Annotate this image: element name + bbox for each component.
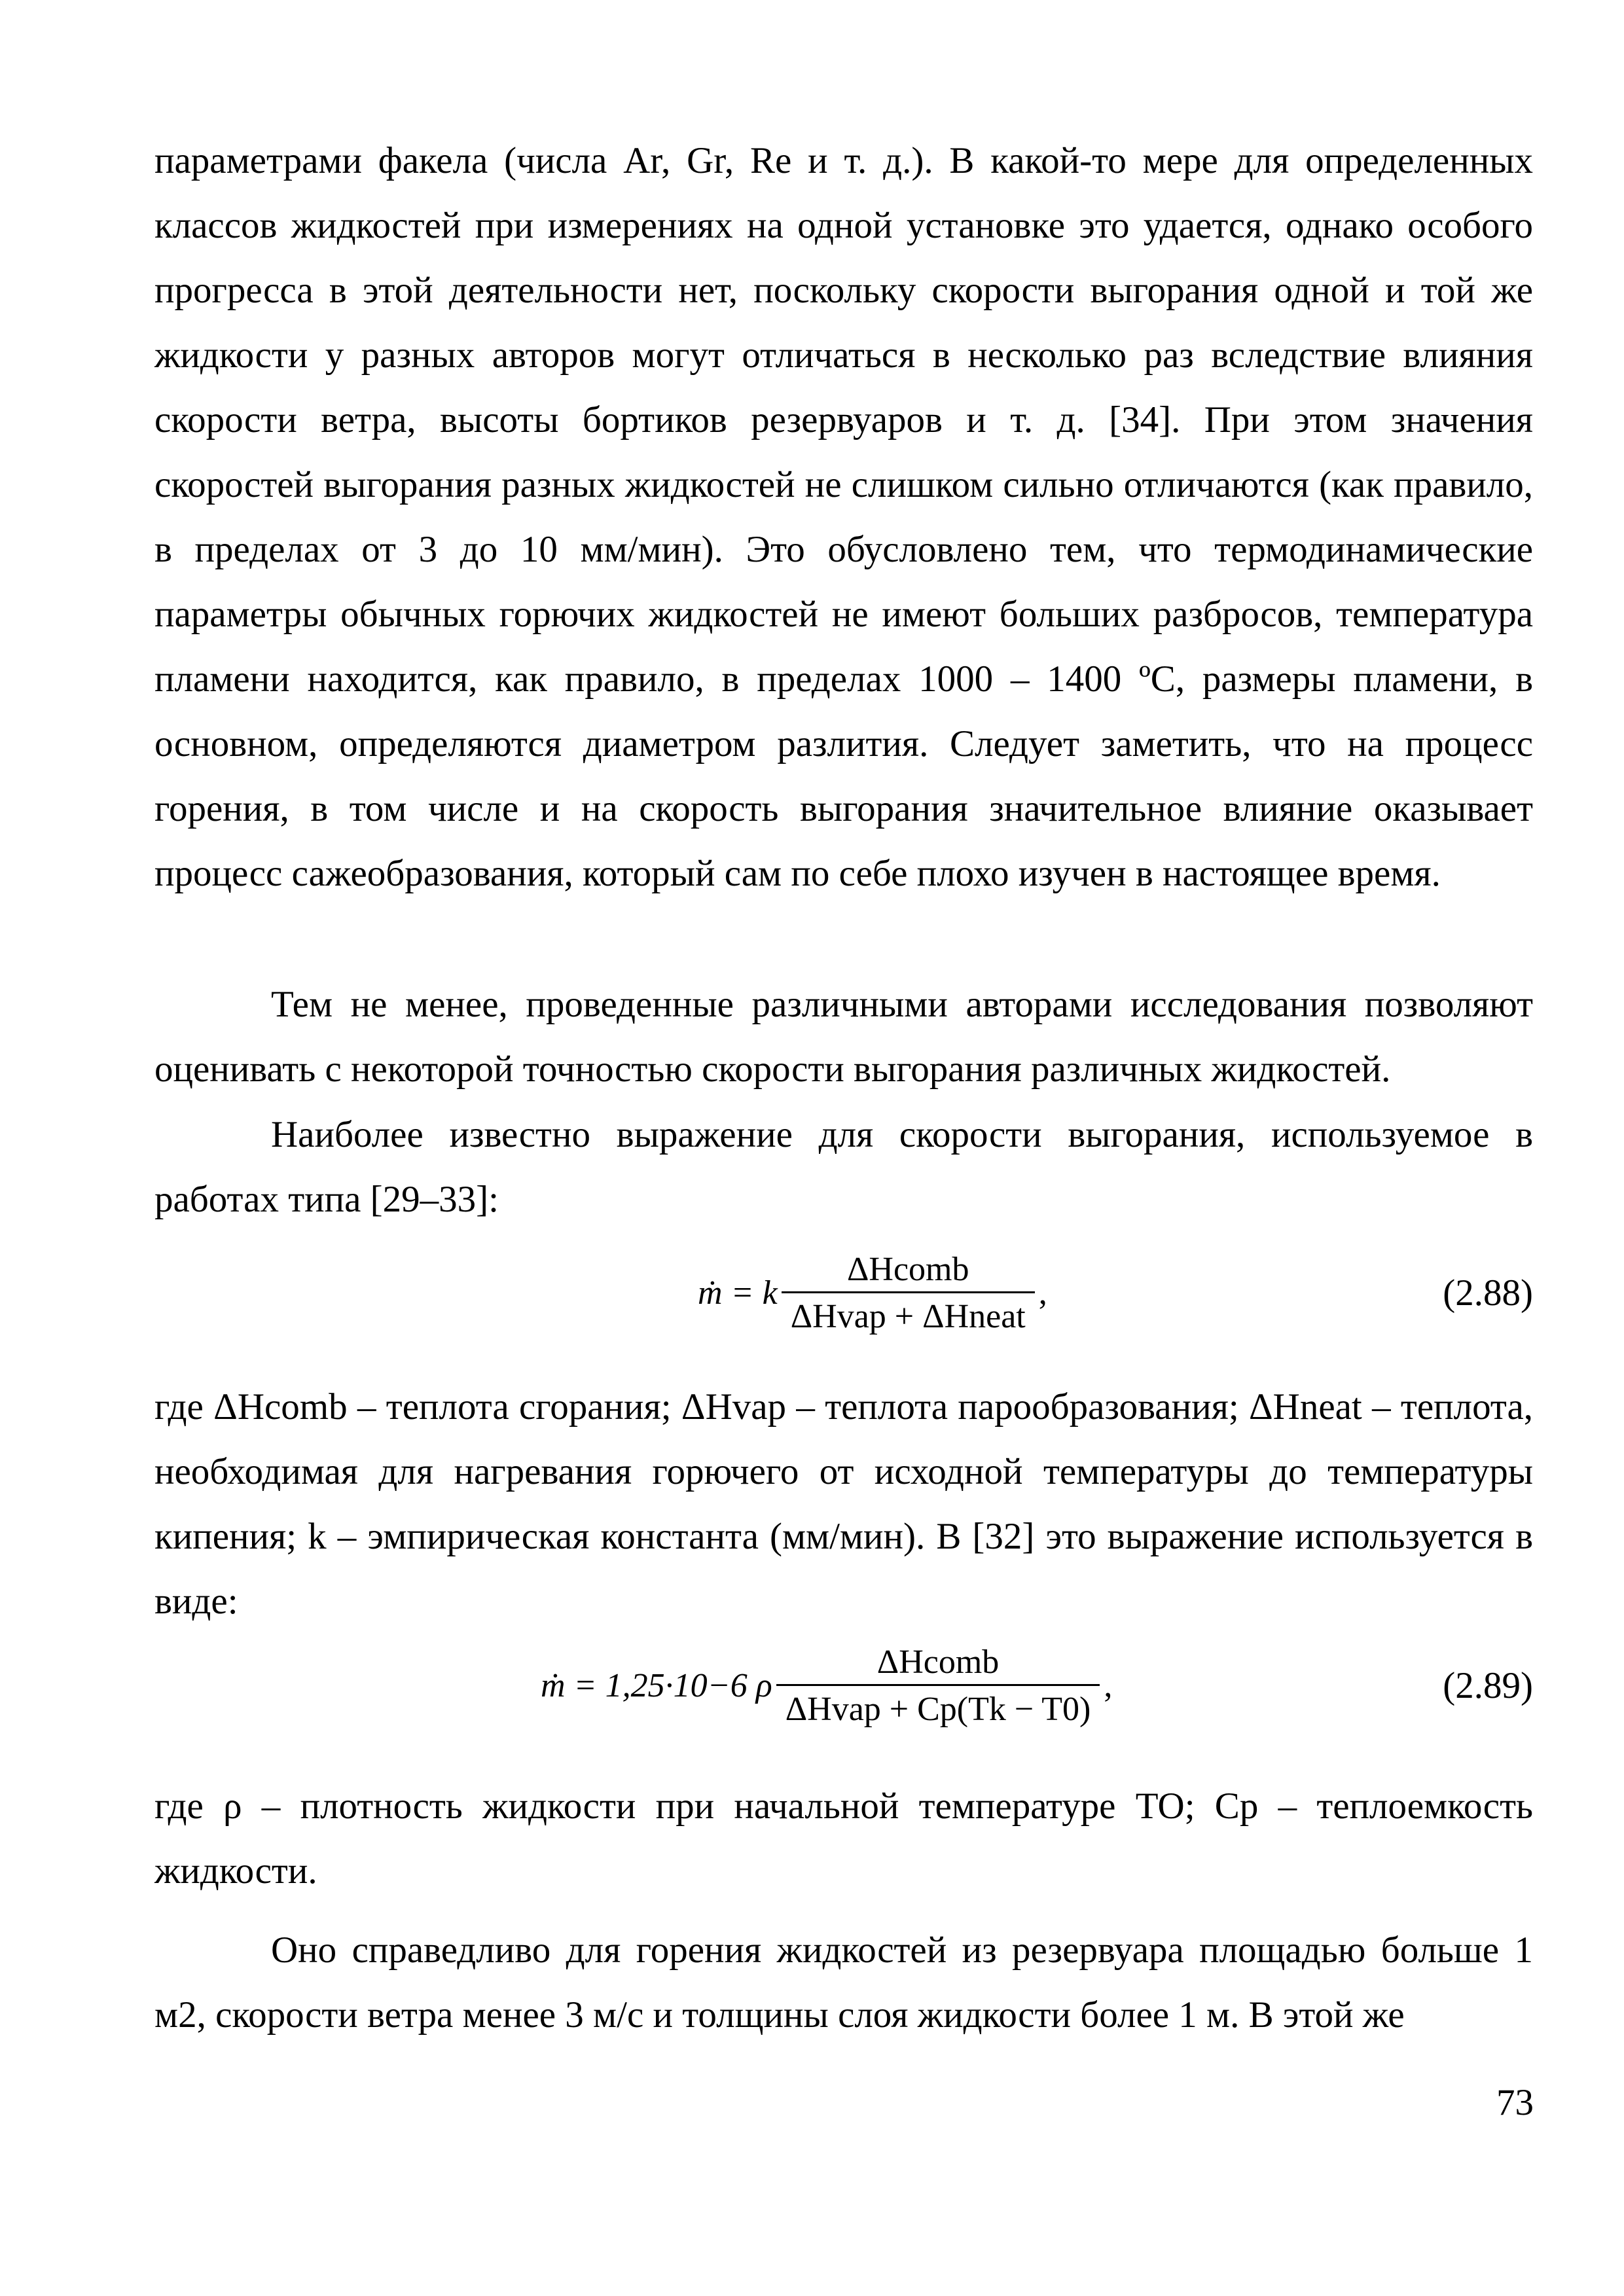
- paragraph-where-density: [154, 1774, 1533, 1903]
- equation-trailing-comma: ,: [1038, 1274, 1047, 1312]
- paragraph-text: где ρ – плотность жидкости при начальной температуре TO; Cp – теплоемкость жидкости.: [154, 1785, 1533, 1892]
- equation-fraction: [782, 1250, 1035, 1336]
- equation-numerator: ΔHcomb: [846, 1250, 969, 1288]
- paragraph-flame-parameters: [154, 128, 1533, 906]
- paragraph-known-expression: [154, 1102, 1533, 1232]
- paragraph-validity: [154, 1918, 1533, 2047]
- equation-denominator: ΔHvap + ΔHneat: [782, 1291, 1035, 1336]
- equation-2-89: [154, 1636, 1533, 1734]
- paragraph-text: где ΔHcomb – теплота сгорания; ΔHvap – теплота парообразования; ΔHneat – теплота, необходимая для нагревания горючего от исходной температуры до температуры кипения; k – эмпирическая константа (мм/мин). В [32] это выражение используется в виде:: [154, 1386, 1533, 1622]
- equation-fraction: [776, 1643, 1100, 1729]
- equation-lhs: ṁ = k: [698, 1274, 778, 1312]
- equation-number: (2.88): [1443, 1272, 1533, 1314]
- paragraph-nevertheless: [154, 972, 1533, 1102]
- equation-lhs: ṁ = 1,25·10−6 ρ: [541, 1666, 772, 1704]
- page-number: 73: [1496, 2082, 1534, 2123]
- equation-number: (2.89): [1443, 1664, 1533, 1706]
- equation-2-88: [154, 1244, 1533, 1342]
- equation-denominator: ΔHvap + Cp(Tk − T0): [776, 1684, 1100, 1729]
- equation-trailing-comma: ,: [1104, 1666, 1113, 1704]
- paragraph-text: Оно справедливо для горения жидкостей из резервуара площадью больше 1 м2, скорости ветра менее 3 м/с и толщины слоя жидкости более 1 м. В этой же: [154, 1929, 1533, 2036]
- equation-numerator: ΔHcomb: [876, 1643, 1000, 1681]
- paragraph-text: Наиболее известно выражение для скорости выгорания, используемое в работах типа [29–33]:: [154, 1114, 1533, 1220]
- paragraph-where-heats: [154, 1374, 1533, 1634]
- equation-formula: [698, 1244, 1047, 1342]
- paragraph-text: параметрами факела (числа Ar, Gr, Re и т. д.). В какой-то мере для определенных классов жидкостей при измерениях на одной установке это удается, однако особого прогресса в этой деятельности нет, поскольку скорости выгорания одной и той же жидкости у разных авторов могут отличаться в несколько раз вследствие влияния скорости ветра, высоты бортиков резервуаров и т. д. [34]. При этом значения скоростей выгорания разных жидкостей не слишком сильно отличаются (как правило, в пределах от 3 до 10 мм/мин). Это обусловлено тем, что термодинамические параметры обычных горючих жидкостей не имеют больших разбросов, температура пламени находится, как правило, в пределах 1000 – 1400 ºС, размеры пламени, в основном, определяются диаметром разлития. Следует заметить, что на процесс горения, в том числе и на скорость выгорания значительное влияние оказывает процесс сажеобразования, который сам по себе плохо изучен в настоящее время.: [154, 140, 1533, 894]
- paragraph-text: Тем не менее, проведенные различными авторами исследования позволяют оценивать с некоторой точностью скорости выгорания различных жидкостей.: [154, 984, 1533, 1090]
- equation-formula: [541, 1636, 1112, 1734]
